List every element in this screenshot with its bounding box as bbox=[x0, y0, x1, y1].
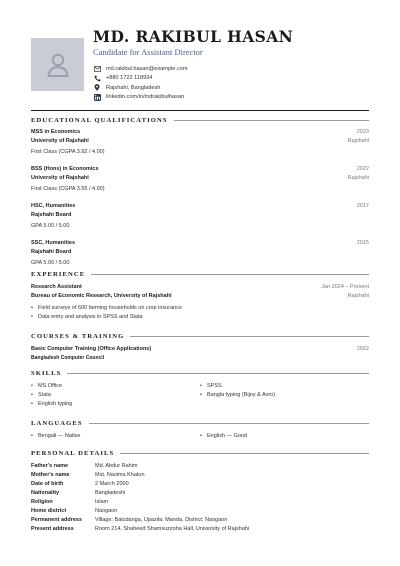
contact-location-text: Rajshahi, Bangladesh bbox=[106, 84, 161, 91]
education-entry bbox=[31, 128, 369, 157]
institution: University of Rajshahi bbox=[31, 175, 89, 181]
table-row bbox=[31, 480, 369, 489]
section-rule bbox=[67, 373, 369, 374]
section-title: SKILLS bbox=[31, 369, 62, 377]
table-row bbox=[31, 489, 369, 498]
detail-label: Religion bbox=[31, 499, 53, 505]
result: First Class (CGPA 3.62 / 4.00) bbox=[31, 149, 105, 155]
detail-label: Mother's name bbox=[31, 472, 70, 478]
linkedin-icon bbox=[93, 93, 101, 101]
contact-email[interactable] bbox=[93, 64, 188, 74]
detail-label: Father's name bbox=[31, 463, 69, 469]
detail-label: Date of birth bbox=[31, 481, 64, 487]
place: Rajshahi bbox=[347, 175, 369, 181]
list-item: • MS Office bbox=[31, 382, 200, 391]
section-rule bbox=[91, 274, 369, 275]
resume-header bbox=[31, 22, 369, 102]
contact-linkedin[interactable] bbox=[93, 93, 188, 103]
candidate-name: MD. RAKIBUL HASAN bbox=[93, 27, 294, 46]
job-bullets bbox=[31, 304, 369, 322]
place: Rajshahi bbox=[347, 138, 369, 144]
contact-phone-text: +880 1722 118934 bbox=[106, 75, 153, 82]
section-experience bbox=[31, 269, 369, 322]
table-row bbox=[31, 498, 369, 507]
result: GPA 5.00 / 5.00 bbox=[31, 223, 70, 229]
job-period: Jan 2024 – Present bbox=[321, 284, 369, 290]
languages-list bbox=[31, 432, 369, 441]
section-courses bbox=[31, 331, 369, 363]
education-entry bbox=[31, 239, 369, 268]
contact-linkedin-text: linkedin.com/in/mdrakibulhasan bbox=[106, 94, 185, 101]
list-item: • Data entry and analysis in SPSS and Stata bbox=[31, 313, 369, 322]
job-title: Research Assistant bbox=[31, 284, 82, 290]
result: First Class (CGPA 3.55 / 4.00) bbox=[31, 186, 105, 192]
year: 2023 bbox=[356, 129, 369, 135]
detail-value: Bangladeshi bbox=[95, 490, 126, 496]
section-rule bbox=[130, 336, 369, 337]
section-personal-details bbox=[31, 448, 369, 534]
detail-value: Naogaon bbox=[95, 508, 118, 514]
table-row bbox=[31, 507, 369, 516]
list-item: • Bangla typing (Bijoy & Avro) bbox=[200, 391, 369, 400]
result: GPA 5.00 / 5.00 bbox=[31, 260, 70, 266]
course-entry bbox=[31, 345, 369, 363]
table-row bbox=[31, 516, 369, 525]
profile-photo-placeholder bbox=[31, 38, 84, 91]
detail-value: Village: Baludanga, Upazila: Manda, District: Naogaon bbox=[95, 517, 228, 523]
section-title: COURSES & TRAINING bbox=[31, 332, 125, 340]
list-item: • Stata bbox=[31, 391, 200, 400]
year: 2017 bbox=[356, 203, 369, 209]
location-icon bbox=[93, 84, 101, 92]
job-organization: Bureau of Economic Research, University of Rajshahi bbox=[31, 293, 172, 299]
detail-value: Room 214, Shaheed Shamsuzzoha Hall, University of Rajshahi bbox=[95, 526, 250, 532]
section-rule bbox=[174, 120, 369, 121]
section-languages bbox=[31, 418, 369, 441]
course-title: Basic Computer Training (Office Applications) bbox=[31, 346, 152, 352]
contact-list bbox=[93, 64, 188, 102]
degree: SSC, Humanities bbox=[31, 240, 76, 246]
candidate-role: Candidate for Assistant Director bbox=[93, 47, 203, 57]
list-item: • SPSS bbox=[200, 382, 369, 391]
list-item: • English typing bbox=[31, 400, 200, 409]
contact-email-text: md.rakibul.hasan@example.com bbox=[106, 65, 188, 72]
detail-label: Home district bbox=[31, 508, 67, 514]
contact-location bbox=[93, 83, 188, 93]
degree: BSS (Hons) in Economics bbox=[31, 166, 99, 172]
detail-label: Permanent address bbox=[31, 517, 83, 523]
institution: University of Rajshahi bbox=[31, 138, 89, 144]
year: 2015 bbox=[356, 240, 369, 246]
year: 2022 bbox=[356, 166, 369, 172]
table-row bbox=[31, 525, 369, 534]
table-row bbox=[31, 471, 369, 480]
detail-value: Islam bbox=[95, 499, 109, 505]
list-item: • English — Good bbox=[200, 432, 369, 441]
detail-value: Md. Abdur Rahim bbox=[95, 463, 138, 469]
list-item: • Field surveys of 600 farming households on crop insurance bbox=[31, 304, 369, 313]
degree: HSC, Humanities bbox=[31, 203, 76, 209]
section-title: PERSONAL DETAILS bbox=[31, 449, 115, 457]
detail-value: Mst. Nasima Khatun bbox=[95, 472, 145, 478]
degree: MSS in Economics bbox=[31, 129, 81, 135]
education-entry bbox=[31, 165, 369, 194]
table-row bbox=[31, 462, 369, 471]
section-rule bbox=[89, 423, 369, 424]
section-header bbox=[31, 418, 369, 428]
section-title: LANGUAGES bbox=[31, 419, 83, 427]
mail-icon bbox=[93, 65, 101, 73]
section-header bbox=[31, 269, 369, 279]
course-year: 2022 bbox=[356, 346, 369, 352]
section-title: EDUCATIONAL QUALIFICATIONS bbox=[31, 116, 168, 124]
section-header bbox=[31, 331, 369, 341]
education-entry bbox=[31, 202, 369, 231]
phone-icon bbox=[93, 74, 101, 82]
skills-list bbox=[31, 382, 369, 409]
institution: Rajshahi Board bbox=[31, 249, 72, 255]
detail-label: Present address bbox=[31, 526, 74, 532]
experience-entry bbox=[31, 283, 369, 322]
section-title: EXPERIENCE bbox=[31, 270, 86, 278]
section-skills bbox=[31, 368, 369, 409]
header-divider bbox=[31, 110, 369, 111]
course-organization: Bangladesh Computer Council bbox=[31, 355, 105, 361]
job-place: Rajshahi bbox=[347, 293, 369, 299]
section-rule bbox=[120, 453, 369, 454]
section-header bbox=[31, 448, 369, 458]
detail-value: 2 March 2000 bbox=[95, 481, 129, 487]
section-header bbox=[31, 368, 369, 378]
section-education bbox=[31, 115, 369, 268]
contact-phone[interactable] bbox=[93, 74, 188, 84]
personal-details-table bbox=[31, 462, 369, 534]
institution: Rajshahi Board bbox=[31, 212, 72, 218]
section-header bbox=[31, 115, 369, 125]
list-item: • Bengali — Native bbox=[31, 432, 200, 441]
detail-label: Nationality bbox=[31, 490, 60, 496]
user-icon bbox=[46, 52, 70, 78]
